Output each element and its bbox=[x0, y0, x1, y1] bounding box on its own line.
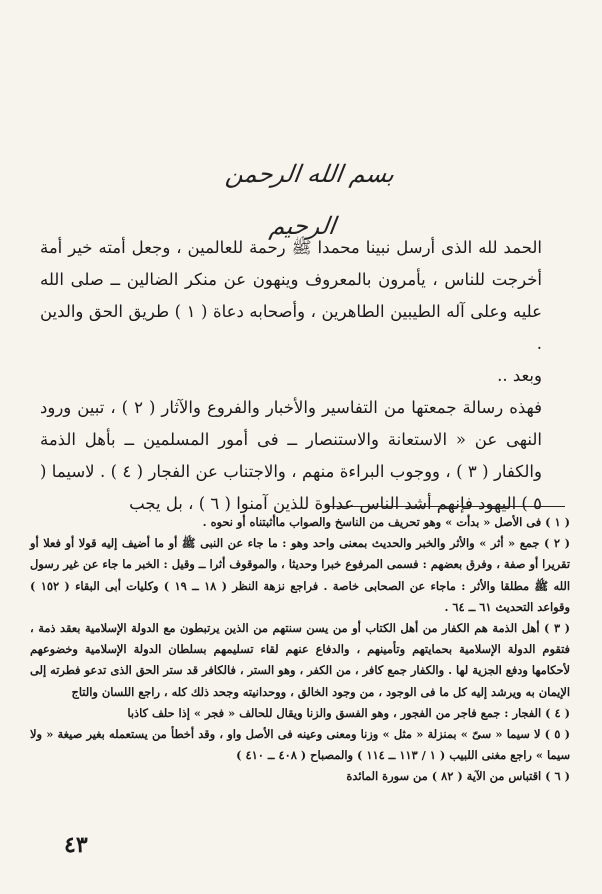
footnote-2: ( ٢ ) جمع « أثر » والأثر والخبر والحديث بمعنى واحد وهو : ما جاء عن النبى ﷺ أو ما أضيف إليه قولا أو فعلا أو تقريرا أو صفة ، وفرق بعضهم : فسمى المرفوع خبرا وحديثا ، والموقوف أثرا ــ وقيل : الخبر ما جاء عن غير رسول الله ﷺ مطلقا والأثر : ماجاء عن الصحابى خاصة . فراجع نزهة النظر ( ١٨ ــ ١٩ ) وكليات أبى البقاء ( ١٥٢ ) وقواعد التحديث ٦١ ــ ٦٤ . bbox=[30, 536, 570, 614]
footnote-5: ( ٥ ) لا سيما « سىّ » بمنزلة « مثل » وزنا ومعنى وعينه فى الأصل واو ، وقد أخطأ من يستعمله بغير صيغة « ولا سيما » راجع مغنى اللبيب ( ١ / ١١٣ ــ ١١٤ ) والمصباح ( ٤٠٨ ــ ٤١٠ ) bbox=[30, 727, 570, 763]
page-number: ٤٣ bbox=[64, 832, 88, 858]
footnote-6: ( ٦ ) اقتباس من الآية ( ٨٢ ) من سورة المائدة bbox=[346, 769, 570, 784]
paragraph-transition: وبعد .. bbox=[497, 366, 542, 385]
footnote-4: ( ٤ ) الفجار : جمع فاجر من الفجور ، وهو الفسق والزنا ويقال للحالف « فجر » إذا حلف كاذبا bbox=[127, 705, 570, 720]
main-text bbox=[40, 232, 564, 520]
footnote-3: ( ٣ ) أهل الذمة هم الكفار من أهل الكتاب أو من يسن سنتهم من الذين يرتبطون مع الدولة الإسلامية بعقد ذمة ، فتقوم الدولة الإسلامية بحمايتهم وتأمينهم ، والدفاع عنهم لقاء تسليمهم بسلطان الدولة الإسلامية وخضوعهم لأحكامها ودفع الجزية لها . والكفار جمع كافر ، من الكفر ، وهو الستر ، فالكافر قد ستر الحق الذى تدعو فطرته إلى الإيمان به ويرشد إليه كل ما فى الوجود ، من وجود الخالق ، ووحدانيته وجحد ذلك كله ، راجع اللسان والتاج bbox=[30, 621, 570, 699]
footnotes bbox=[30, 512, 570, 788]
paragraph-praise: الحمد لله الذى أرسل نبينا محمدا ﷺ رحمة للعالمين ، وجعل أمته خير أمة أخرجت للناس ، يأمرون بالمعروف وينهون عن منكر الضالين ــ صلى الله عليه وعلى آله الطيبين الطاهرين ، وأصحابه دعاة ( ١ ) طريق الحق والدين . bbox=[40, 238, 542, 353]
basmala-heading: بسم الله الرحمن الرحيم bbox=[223, 160, 397, 240]
footnote-divider bbox=[325, 506, 565, 507]
paragraph-purpose: فهذه رسالة جمعتها من التفاسير والأخبار والفروع والآثار ( ٢ ) ، تبين ورود النهى عن « الاستعانة والاستنصار ــ فى أمور المسلمين ــ بأهل الذمة والكفار ( ٣ ) ، ووجوب البراءة منهم ، والاجتناب عن الفجار ( ٤ ) . لاسيما ( ٥ ) اليهود فإنهم أشد الناس عداوة للذين آمنوا ( ٦ ) ، بل يجب bbox=[40, 398, 543, 513]
footnote-1: ( ١ ) فى الأصل « بدأت » وهو تحريف من الناسخ والصواب ماأثبتناه أو نحوه . bbox=[202, 515, 570, 529]
